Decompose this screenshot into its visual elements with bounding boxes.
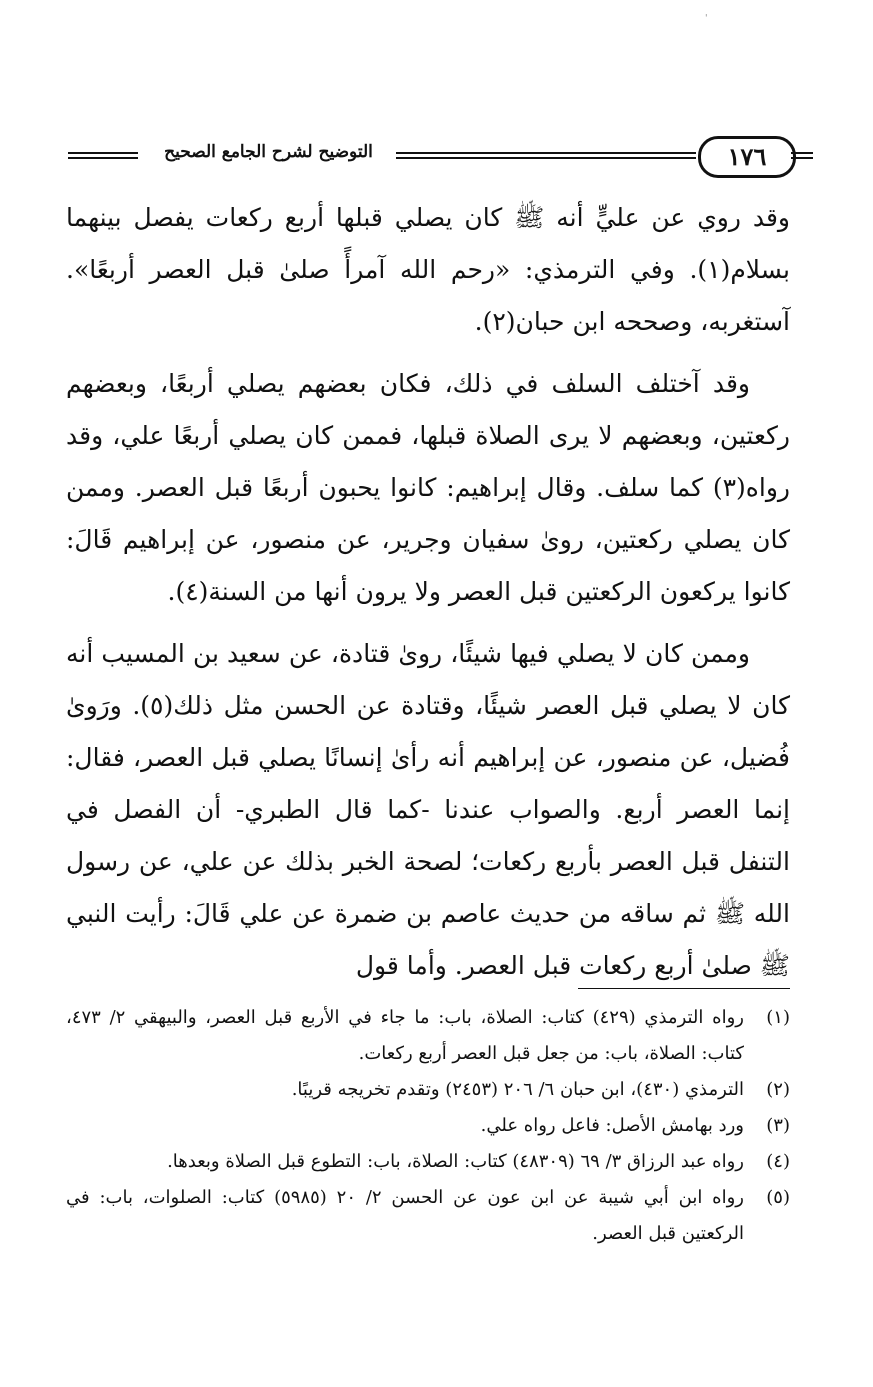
footnote-number: (٥): [766, 1187, 790, 1208]
book-title: التوضيح لشرح الجامع الصحيح: [164, 142, 373, 162]
footnote-number: (١): [766, 1007, 790, 1028]
footnote-text: رواه عبد الرزاق ٣/ ٦٩ (٤٨٣٠٩) كتاب: الصلاة، باب: التطوع قبل الصلاة وبعدها.: [167, 1151, 744, 1172]
header-rule-left: [68, 152, 138, 159]
footnote-text: رواه ابن أبي شيبة عن ابن عون عن الحسن ٢/ ٢٠ (٥٩٨٥) كتاب: الصلوات، باب: في الركعتين قبل العصر.: [66, 1187, 745, 1244]
paragraph: وممن كان لا يصلي فيها شيئًا، روىٰ قتادة، عن سعيد بن المسيب أنه كان لا يصلي قبل العصر شيئًا، وقتادة عن الحسن مثل ذلك(٥). ورَوىٰ فُضيل، عن منصور، عن إبراهيم أنه رأىٰ إنسانًا يصلي قبل العصر، فقال: إنما العصر أربع. والصواب عندنا -كما قال الطبري- أن الفصل في التنفل قبل العصر بأربع ركعات؛ لصحة الخبر بذلك عن علي، عن رسول الله ﷺ ثم ساقه من حديث عاصم بن ضمرة عن علي قَالَ: رأيت النبي ﷺ صلىٰ أربع ركعات قبل العصر. وأما قول: [66, 639, 790, 980]
footnote-number: (٢): [766, 1079, 790, 1100]
footnote: [66, 1144, 790, 1180]
header-rule-middle: [396, 152, 696, 159]
footnote: [66, 1108, 790, 1144]
footnote: [66, 1072, 790, 1108]
footnote: [66, 1000, 790, 1072]
page-mark: ': [705, 14, 708, 24]
paragraph: وقد آختلف السلف في ذلك، فكان بعضهم يصلي أربعًا، وبعضهم ركعتين، وبعضهم لا يرى الصلاة قبلها، فممن كان يصلي أربعًا علي، وقد رواه(٣) كما سلف. وقال إبراهيم: كانوا يحبون أربعًا قبل العصر. وممن كان يصلي ركعتين، روىٰ سفيان وجرير، عن منصور، عن إبراهيم قَالَ: كانوا يركعون الركعتين قبل العصر ولا يرون أنها من السنة(٤).: [66, 369, 790, 606]
paragraph: وقد روي عن عليٍّ أنه ﷺ كان يصلي قبلها أربع ركعات يفصل بينهما بسلام(١). وفي الترمذي: «رحم الله آمرأً صلىٰ قبل العصر أربعًا». آستغربه، وصححه ابن حبان(٢).: [66, 203, 790, 336]
running-header: [66, 136, 806, 178]
footnotes: [66, 1000, 790, 1252]
footnote-separator: [578, 988, 790, 989]
footnote: [66, 1180, 790, 1252]
header-rule-right: [791, 152, 813, 159]
footnote-text: رواه الترمذي (٤٢٩) كتاب: الصلاة، باب: ما جاء في الأربع قبل العصر، والبيهقي ٢/ ٤٧٣، كتاب: الصلاة، باب: من جعل قبل العصر أربع ركعات.: [66, 1007, 744, 1064]
footnote-text: ورد بهامش الأصل: فاعل رواه علي.: [480, 1115, 744, 1136]
footnote-text: الترمذي (٤٣٠)، ابن حبان ٦/ ٢٠٦ (٢٤٥٣) وتقدم تخريجه قريبًا.: [291, 1079, 744, 1100]
page-number: ١٧٦: [698, 136, 796, 178]
footnote-number: (٣): [766, 1115, 790, 1136]
footnote-number: (٤): [766, 1151, 790, 1172]
main-text: [66, 192, 790, 992]
